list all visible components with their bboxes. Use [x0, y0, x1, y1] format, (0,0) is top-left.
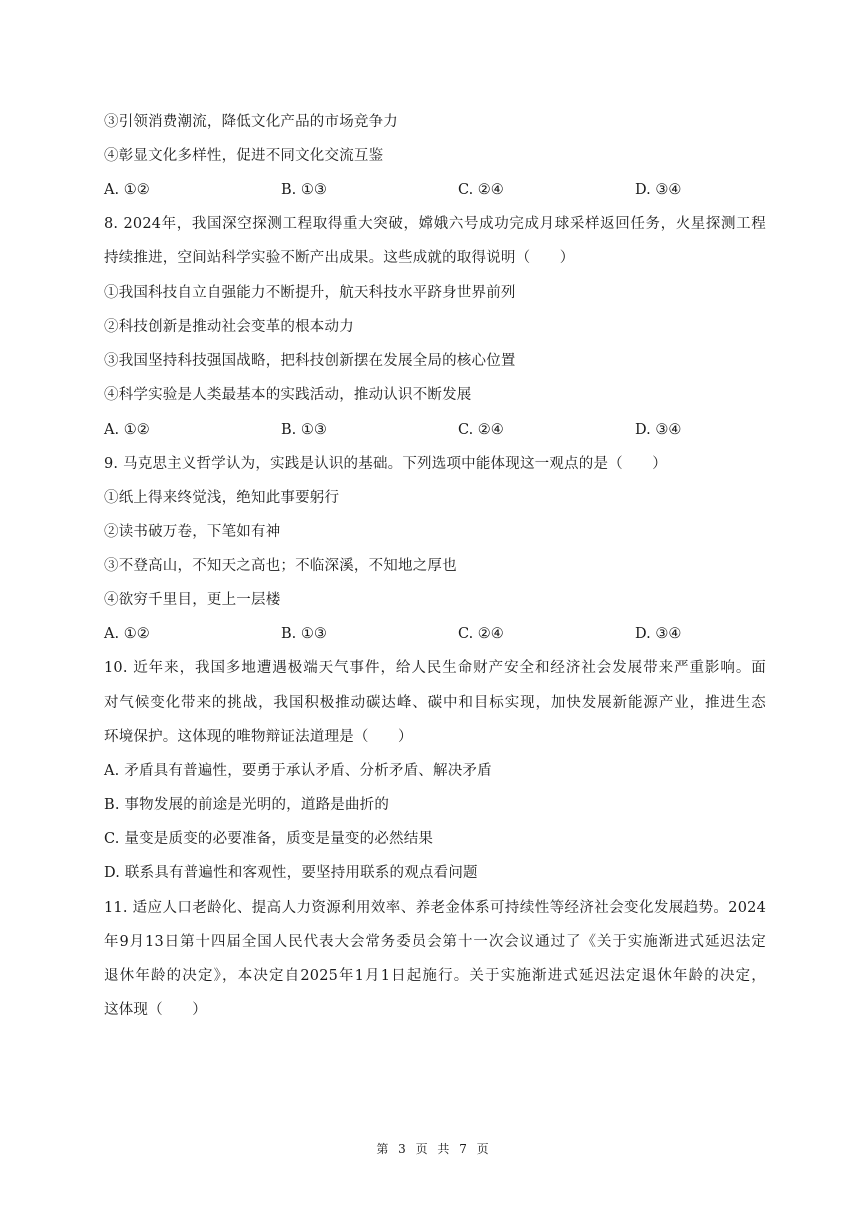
- q9-option-a: A. ①②: [104, 626, 150, 642]
- q11-stem-line-2: 年9月13日第十四届全国人民代表大会常务委员会第十一次会议通过了《关于实施渐进式延迟法定: [104, 934, 766, 950]
- q9-option-c: C. ②④: [458, 626, 504, 642]
- q8-statement-3: ③我国坚持科技强国战略，把科技创新摆在发展全局的核心位置: [104, 353, 516, 369]
- q8-option-d: D. ③④: [635, 422, 682, 438]
- q8-option-c: C. ②④: [458, 422, 504, 438]
- q9-option-d: D. ③④: [635, 626, 682, 642]
- q11-stem-line-1: 11. 适应人口老龄化、提高人力资源利用效率、养老金体系可持续性等经济社会变化发展趋势。2024: [104, 900, 766, 916]
- q10-stem-line-2: 对气候变化带来的挑战，我国积极推动碳达峰、碳中和目标实现，加快发展新能源产业，推进生态: [104, 695, 766, 711]
- q10-option-b: B. 事物发展的前途是光明的，道路是曲折的: [104, 797, 390, 813]
- q7-option-d: D. ③④: [635, 182, 682, 198]
- q10-stem-line-1: 10. 近年来，我国多地遭遇极端天气事件，给人民生命财产安全和经济社会发展带来严重影响。面: [104, 660, 766, 676]
- q9-stem: 9. 马克思主义哲学认为，实践是认识的基础。下列选项中能体现这一观点的是（ ）: [104, 456, 667, 472]
- q9-statement-4: ④欲穷千里目，更上一层楼: [104, 592, 281, 608]
- q8-statement-4: ④科学实验是人类最基本的实践活动，推动认识不断发展: [104, 387, 472, 403]
- q11-stem-line-4: 这体现（ ）: [104, 1002, 207, 1018]
- q8-statement-1: ①我国科技自立自强能力不断提升，航天科技水平跻身世界前列: [104, 285, 516, 301]
- q8-option-a: A. ①②: [104, 422, 150, 438]
- q8-option-b: B. ①③: [281, 422, 327, 438]
- q10-option-c: C. 量变是质变的必要准备，质变是量变的必然结果: [104, 831, 434, 847]
- page-number-footer: 第 3 页 共 7 页: [376, 1142, 492, 1156]
- q8-stem-line-2: 持续推进，空间站科学实验不断产出成果。这些成就的取得说明（ ）: [104, 250, 575, 266]
- q9-statement-2: ②读书破万卷，下笔如有神: [104, 524, 281, 540]
- q9-statement-3: ③不登高山，不知天之高也；不临深溪，不知地之厚也: [104, 558, 457, 574]
- q11-stem-line-3: 退休年龄的决定》，本决定自2025年1月1日起施行。关于实施渐进式延迟法定退休年龄的决定，: [104, 968, 766, 984]
- q8-statement-2: ②科技创新是推动社会变革的根本动力: [104, 319, 354, 335]
- q10-option-d: D. 联系具有普遍性和客观性，要坚持用联系的观点看问题: [104, 865, 478, 881]
- q7-statement-4: ④彰显文化多样性，促进不同文化交流互鉴: [104, 148, 384, 164]
- q7-option-b: B. ①③: [281, 182, 327, 198]
- q7-option-a: A. ①②: [104, 182, 150, 198]
- q9-statement-1: ①纸上得来终觉浅，绝知此事要躬行: [104, 490, 340, 506]
- q7-option-c: C. ②④: [458, 182, 504, 198]
- q8-stem-line-1: 8. 2024年，我国深空探测工程取得重大突破，嫦娥六号成功完成月球采样返回任务，火星探测工程: [104, 216, 766, 232]
- q7-statement-3: ③引领消费潮流，降低文化产品的市场竞争力: [104, 114, 398, 130]
- q10-option-a: A. 矛盾具有普遍性，要勇于承认矛盾、分析矛盾、解决矛盾: [104, 763, 492, 779]
- q9-option-b: B. ①③: [281, 626, 327, 642]
- q10-stem-line-3: 环境保护。这体现的唯物辩证法道理是（ ）: [104, 729, 413, 745]
